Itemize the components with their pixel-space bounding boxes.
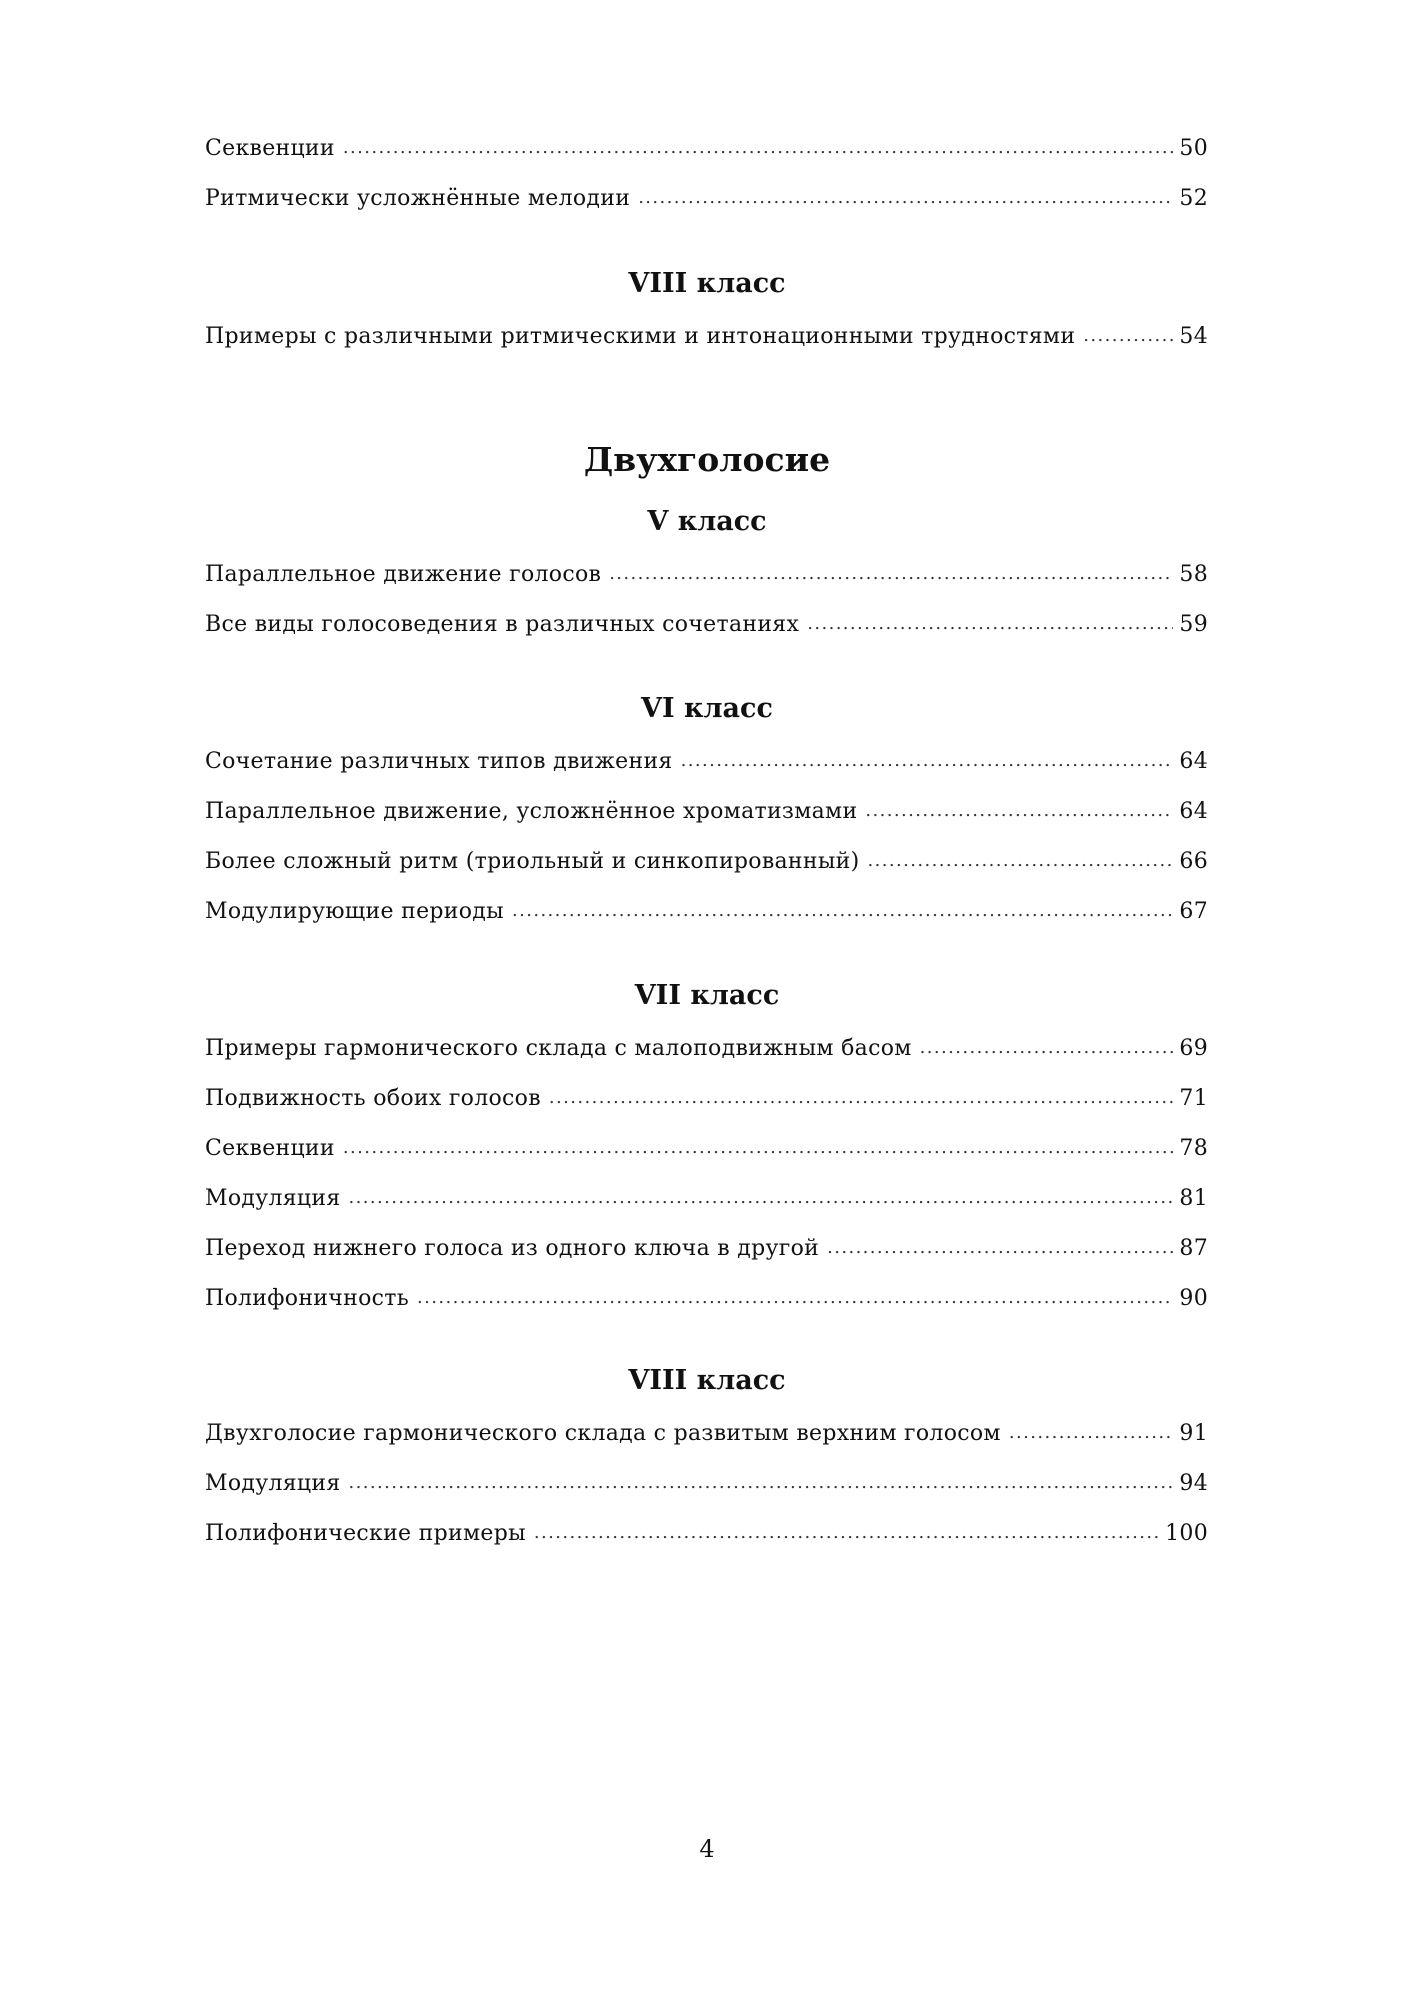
toc-class-vii — [205, 1024, 1208, 1324]
dot-leader — [417, 1273, 1173, 1323]
dot-leader — [920, 1023, 1174, 1073]
toc-class-viii — [205, 1409, 1208, 1559]
toc-entry-label: Примеры гармонического склада с малоподвижным басом — [205, 1036, 912, 1061]
toc-entry — [205, 1459, 1208, 1509]
toc-entry-page: 50 — [1179, 136, 1208, 161]
toc-entry — [205, 737, 1208, 787]
toc-entry — [205, 1274, 1208, 1324]
toc-class-v — [205, 550, 1208, 650]
toc-entry-page: 59 — [1179, 612, 1208, 637]
toc-entry — [205, 1224, 1208, 1274]
toc-entry-label: Модуляция — [205, 1186, 341, 1211]
class-heading-viii: VIII класс — [628, 1365, 786, 1396]
toc-entry — [205, 1509, 1208, 1559]
dot-leader — [1009, 1408, 1174, 1458]
toc-entry-label: Секвенции — [205, 136, 335, 161]
toc-entry — [205, 1409, 1208, 1459]
dot-leader — [827, 1223, 1173, 1273]
class-heading-viii-melody: VIII класс — [628, 268, 786, 299]
toc-entry-label: Модуляция — [205, 1471, 341, 1496]
toc-entry-label: Параллельное движение голосов — [205, 562, 602, 587]
toc-entry-page: 78 — [1179, 1136, 1208, 1161]
toc-entry-page: 69 — [1179, 1036, 1208, 1061]
dot-leader — [868, 836, 1174, 886]
toc-entry-page: 58 — [1179, 562, 1208, 587]
toc-entry-page: 64 — [1179, 749, 1208, 774]
toc-entry-label: Примеры с различными ритмическими и интонационными трудностями — [205, 324, 1076, 349]
dot-leader — [609, 549, 1173, 599]
toc-entry — [205, 837, 1208, 887]
toc-entry-label: Сочетание различных типов движения — [205, 749, 673, 774]
toc-entry-label: Более сложный ритм (триольный и синкопированный) — [205, 849, 860, 874]
toc-entry-page: 54 — [1179, 324, 1208, 349]
toc-entry — [205, 312, 1208, 362]
toc-entry-page: 94 — [1179, 1471, 1208, 1496]
toc-entry — [205, 1124, 1208, 1174]
toc-entry-page: 90 — [1179, 1286, 1208, 1311]
dot-leader — [681, 736, 1174, 786]
dot-leader — [343, 123, 1174, 173]
class-heading-vii: VII класс — [634, 980, 780, 1011]
toc-entry-label: Все виды голосоведения в различных сочетаниях — [205, 612, 800, 637]
toc-melody-viii — [205, 312, 1208, 362]
dot-leader — [349, 1173, 1174, 1223]
toc-entry-page: 71 — [1179, 1086, 1208, 1111]
toc-entry-label: Двухголосие гармонического склада с развитым верхним голосом — [205, 1421, 1001, 1446]
toc-entry — [205, 787, 1208, 837]
toc-entry-page: 52 — [1179, 186, 1208, 211]
toc-entry-label: Переход нижнего голоса из одного ключа в другой — [205, 1236, 820, 1261]
toc-entry-page: 87 — [1179, 1236, 1208, 1261]
dot-leader — [865, 786, 1173, 836]
dot-leader — [512, 886, 1173, 936]
toc-entry-page: 64 — [1179, 799, 1208, 824]
toc-entry — [205, 600, 1208, 650]
toc-entry — [205, 550, 1208, 600]
dot-leader — [534, 1508, 1159, 1558]
toc-entry-page: 100 — [1165, 1521, 1208, 1546]
toc-entry — [205, 1024, 1208, 1074]
toc-entry-label: Ритмически усложнённые мелодии — [205, 186, 631, 211]
toc-entry — [205, 887, 1208, 937]
dot-leader — [1083, 311, 1173, 361]
toc-entry-label: Полифонические примеры — [205, 1521, 526, 1546]
toc-entry-label: Модулирующие периоды — [205, 899, 504, 924]
dot-leader — [549, 1073, 1174, 1123]
toc-entry-label: Подвижность обоих голосов — [205, 1086, 541, 1111]
toc-entry-page: 67 — [1179, 899, 1208, 924]
toc-entry-label: Секвенции — [205, 1136, 335, 1161]
dot-leader — [349, 1458, 1174, 1508]
toc-entry — [205, 174, 1208, 224]
toc-entry-page: 81 — [1179, 1186, 1208, 1211]
toc-class-vi — [205, 737, 1208, 937]
toc-entry-page: 66 — [1179, 849, 1208, 874]
section-title: Двухголосие — [583, 440, 831, 479]
page-number: 4 — [699, 1835, 715, 1863]
toc-entry — [205, 124, 1208, 174]
toc-entry-label: Полифоничность — [205, 1286, 409, 1311]
toc-top-entries — [205, 124, 1208, 224]
toc-entry-page: 91 — [1179, 1421, 1208, 1446]
dot-leader — [807, 599, 1173, 649]
dot-leader — [343, 1123, 1174, 1173]
class-heading-vi: VI класс — [641, 693, 773, 724]
class-heading-v: V класс — [647, 506, 767, 537]
dot-leader — [638, 173, 1173, 223]
toc-entry — [205, 1174, 1208, 1224]
toc-entry-label: Параллельное движение, усложнённое хроматизмами — [205, 799, 858, 824]
toc-entry — [205, 1074, 1208, 1124]
